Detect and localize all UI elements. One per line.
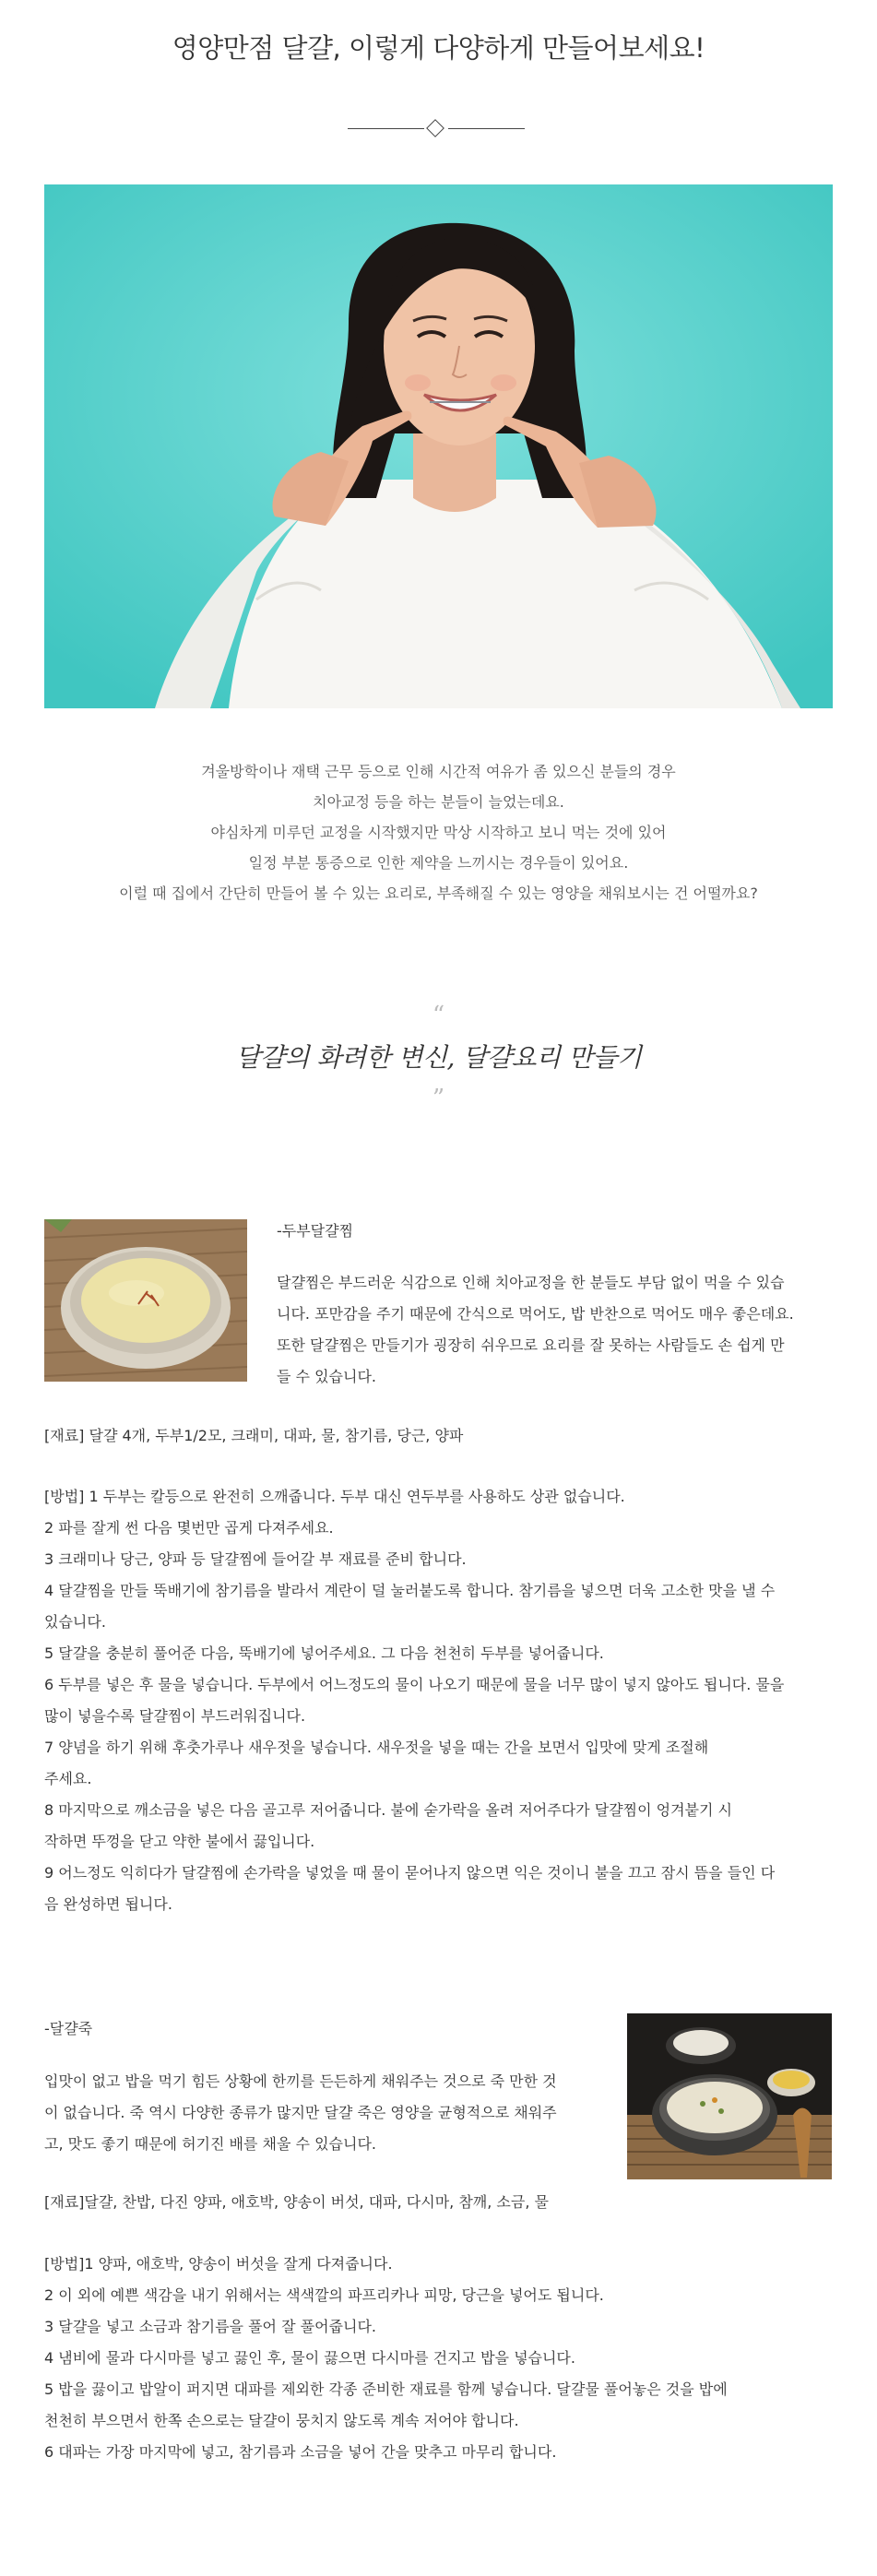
method-line: 많이 넣을수록 달걀찜이 부드러워집니다. bbox=[44, 1707, 306, 1725]
steamed-egg-bowl-illustration bbox=[44, 1219, 247, 1382]
recipe-description bbox=[44, 2066, 607, 2160]
method-line: 3 크래미나 당근, 양파 등 달걀찜에 들어갈 부 재료를 준비 합니다. bbox=[44, 1550, 467, 1568]
method-line: 4 냄비에 물과 다시마를 넣고 끓인 후, 물이 끓으면 다시마를 건지고 밥을 넣습니다. bbox=[44, 2349, 575, 2367]
description-line: 니다. 포만감을 주기 때문에 간식으로 먹어도, 밥 반찬으로 먹어도 매우 좋은데요. bbox=[277, 1305, 794, 1323]
method-line: 7 양념을 하기 위해 후춧가루나 새우젓을 넣습니다. 새우젓을 넣을 때는 간을 보면서 입맛에 맞게 조절해 bbox=[44, 1739, 709, 1756]
method-text bbox=[44, 2249, 837, 2468]
method-line: 2 파를 잘게 썬 다음 몇번만 곱게 다져주세요. bbox=[44, 1519, 334, 1537]
ingredients-text: [재료] 달걀 4개, 두부1/2모, 크래미, 대파, 물, 참기름, 당근, 양파 bbox=[44, 1427, 464, 1444]
method-line: [방법]1 양파, 애호박, 양송이 버섯을 잘게 다져줍니다. bbox=[44, 2255, 393, 2273]
method-line: 3 달걀을 넣고 소금과 참기름을 풀어 잘 풀어줍니다. bbox=[44, 2318, 376, 2335]
description-line: 이 없습니다. 죽 역시 다양한 종류가 많지만 달걀 죽은 영양을 균형적으로 채워주 bbox=[44, 2104, 557, 2121]
recipe-title: -두부달걀찜 bbox=[277, 1222, 354, 1240]
section-quote-heading: 달걀의 화려한 변신, 달걀요리 만들기 bbox=[235, 1042, 642, 1073]
method-line: 8 마지막으로 깨소금을 넣은 다음 골고루 저어줍니다. 불에 숟가락을 올려 저어주다가 달걀찜이 엉겨붙기 시 bbox=[44, 1801, 732, 1819]
description-line: 또한 달걀찜은 만들기가 굉장히 쉬우므로 요리를 잘 못하는 사람들도 손 쉽게 만 bbox=[277, 1336, 785, 1354]
method-line: 9 어느정도 익히다가 달걀찜에 손가락을 넣었을 때 물이 묻어나지 않으면 익은 것이니 불을 끄고 잠시 뜸을 들인 다 bbox=[44, 1864, 776, 1882]
intro-line: 이럴 때 집에서 간단히 만들어 볼 수 있는 요리로, 부족해질 수 있는 영양을 채워보시는 건 어떨까요? bbox=[119, 884, 758, 902]
method-line: 있습니다. bbox=[44, 1613, 106, 1631]
description-line: 달걀찜은 부드러운 식감으로 인해 치아교정을 한 분들도 부담 없이 먹을 수 있습 bbox=[277, 1274, 785, 1291]
description-line: 들 수 있습니다. bbox=[277, 1368, 376, 1385]
description-line: 고, 맛도 좋기 때문에 허기진 배를 채울 수 있습니다. bbox=[44, 2135, 376, 2153]
method-line: [방법] 1 두부는 칼등으로 완전히 으깨줍니다. 두부 대신 연두부를 사용하도 상관 없습니다. bbox=[44, 1488, 625, 1505]
intro-text bbox=[0, 756, 877, 908]
recipe-title: -달걀죽 bbox=[44, 2020, 93, 2037]
method-line: 4 달걀찜을 만들 뚝배기에 참기름을 발라서 계란이 덜 눌러붙도록 합니다. 참기름을 넣으면 더욱 고소한 맛을 낼 수 bbox=[44, 1582, 776, 1599]
intro-line: 야심차게 미루던 교정을 시작했지만 막상 시작하고 보니 먹는 것에 있어 bbox=[210, 824, 667, 841]
intro-line: 일정 부분 통증으로 인한 제약을 느끼시는 경우들이 있어요. bbox=[248, 854, 629, 872]
intro-line: 치아교정 등을 하는 분들이 늘었는데요. bbox=[313, 793, 564, 811]
ingredients-text: [재료]달걀, 찬밥, 다진 양파, 애호박, 양송이 버섯, 대파, 다시마, 참깨, 소금, 물 bbox=[44, 2193, 549, 2211]
method-line: 음 완성하면 됩니다. bbox=[44, 1895, 172, 1913]
method-line: 2 이 외에 예쁜 색감을 내기 위해서는 색색깔의 파프리카나 피망, 당근을 넣어도 됩니다. bbox=[44, 2286, 604, 2304]
method-line: 작하면 뚜껑을 닫고 약한 불에서 끓입니다. bbox=[44, 1833, 315, 1850]
hero-image bbox=[44, 184, 833, 708]
method-text bbox=[44, 1481, 837, 1920]
quote-close-mark: ” bbox=[432, 1085, 445, 1112]
method-line: 6 대파는 가장 마지막에 넣고, 참기름과 소금을 넣어 간을 맞추고 마무리 합니다. bbox=[44, 2443, 557, 2461]
method-line: 5 달걀을 충분히 풀어준 다음, 뚝배기에 넣어주세요. 그 다음 천천히 두부를 넣어줍니다. bbox=[44, 1644, 604, 1662]
method-line: 천천히 부으면서 한쪽 손으로는 달걀이 뭉치지 않도록 계속 저어야 합니다. bbox=[44, 2412, 519, 2429]
steamed-egg-image bbox=[44, 1219, 247, 1382]
egg-porridge-bowl-illustration bbox=[627, 2013, 832, 2179]
method-line: 6 두부를 넣은 후 물을 넣습니다. 두부에서 어느정도의 물이 나오기 때문에 물을 너무 많이 넣지 않아도 됩니다. 물을 bbox=[44, 1676, 785, 1693]
egg-porridge-image bbox=[627, 2013, 832, 2179]
divider-line-left bbox=[348, 128, 424, 129]
title-divider bbox=[348, 120, 525, 138]
diamond-icon bbox=[426, 119, 444, 137]
divider-line-right bbox=[448, 128, 525, 129]
woman-pointing-smile-illustration bbox=[44, 184, 833, 708]
recipe-description bbox=[277, 1267, 833, 1393]
method-line: 5 밥을 끓이고 밥알이 퍼지면 대파를 제외한 각종 준비한 재료를 함께 넣습니다. 달걀물 풀어놓은 것을 밥에 bbox=[44, 2380, 728, 2398]
description-line: 입맛이 없고 밥을 먹기 힘든 상황에 한끼를 든든하게 채워주는 것으로 죽 만한 것 bbox=[44, 2072, 557, 2090]
page-title: 영양만점 달걀, 이렇게 다양하게 만들어보세요! bbox=[172, 32, 705, 64]
method-line: 주세요. bbox=[44, 1770, 92, 1787]
quote-open-mark: “ bbox=[432, 1002, 445, 1029]
intro-line: 겨울방학이나 재택 근무 등으로 인해 시간적 여유가 좀 있으신 분들의 경우 bbox=[201, 763, 676, 780]
